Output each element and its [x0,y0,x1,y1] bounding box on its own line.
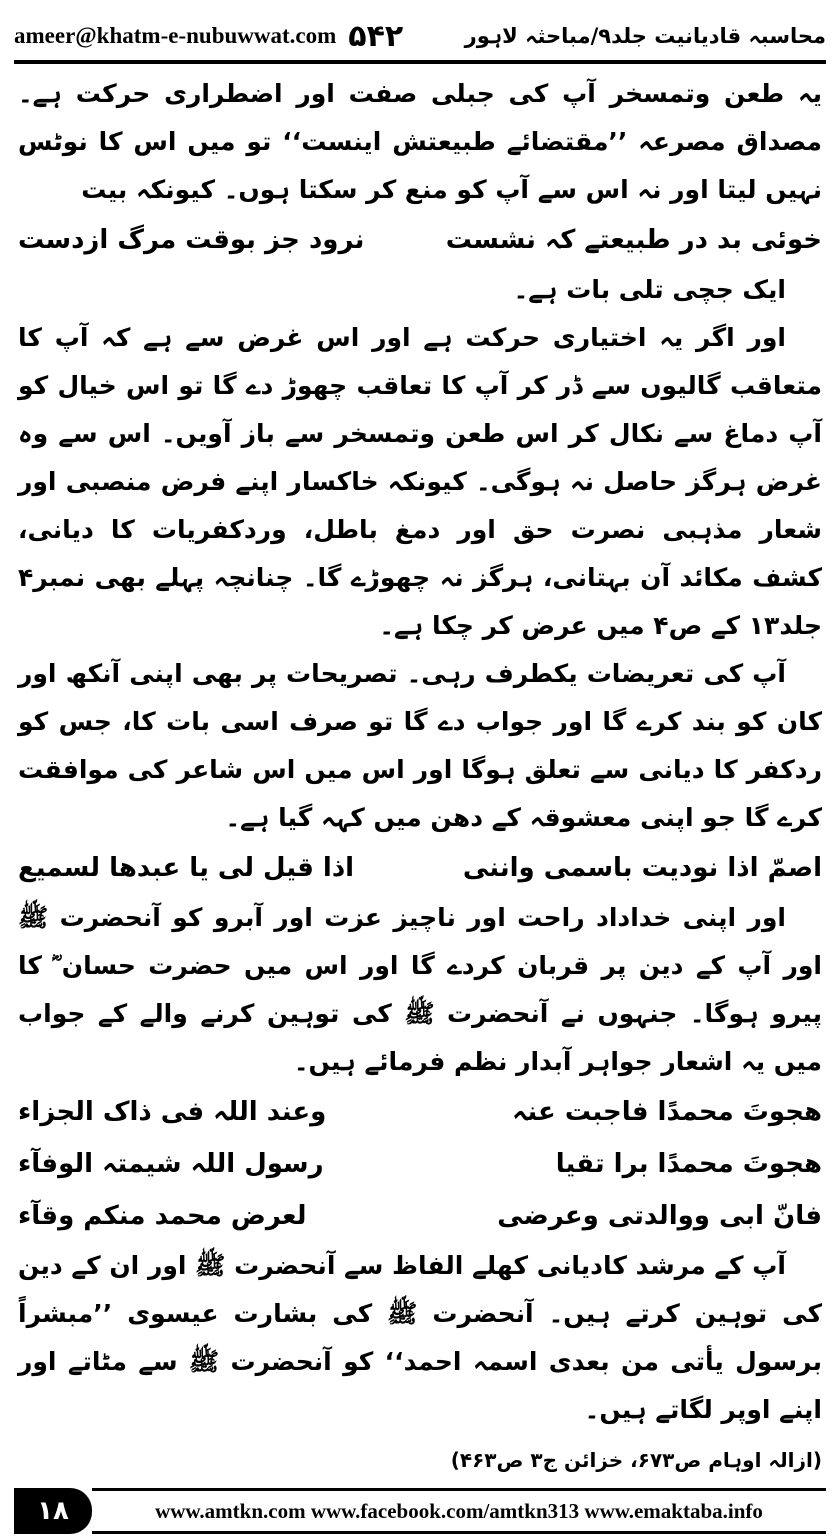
header-email[interactable]: ameer@khatm-e-nubuwwat.com [14,23,337,48]
verse-2-right: اصمّ اذا نودیت باسمی واننی [462,853,822,883]
page-footer [14,1488,826,1534]
verse-5-right: فانّ ابی ووالدتی وعرضی [497,1201,822,1231]
verse-4-left: رسول اللہ شیمتہ الوفآء [18,1149,324,1179]
verse-3 [18,1086,822,1138]
verse-3-left: وعند اللہ فی ذاک الجزاء [18,1097,327,1127]
verse-4 [18,1138,822,1190]
footer-links[interactable]: www.amtkn.com www.facebook.com/amtkn313 www.emaktaba.info [92,1488,826,1534]
paragraph-5: اور اپنی خداداد راحت اور ناچیز عزت اور آبرو کو آنحضرت ﷺ اور آپ کے دین پر قربان کردے گا اور اس میں حضرت حسان ؓ کا پیرو ہوگا۔ جنہوں نے آنحضرت ﷺ کی توہین کرنے والے کے جواب میں یہ اشعار جواہر آبدار نظم فرمائے ہیں۔ [18,903,822,1076]
header-book-title: محاسبہ قادیانیت جلد۹/مباحثہ لاہور [464,24,826,48]
paragraph-3: اور اگر یہ اختیاری حرکت ہے اور اس غرض سے ہے کہ آپ کا متعاقب گالیوں سے ڈر کر آپ کا تعاقب چھوڑ دے گا تو اس خیال کو آپ دماغ سے نکال کر اس طعن وتمسخر سے باز آویں۔ اس سے وہ غرض ہرگز حاصل نہ ہوگی۔ کیونکہ خاکسار اپنے فرض منصبی اور شعار مذہبی نصرت حق اور دمغ باطل، وردکفریات کا دیانی، کشف مکائد آن بہتانی، ہرگز نہ چھوڑے گا۔ چنانچہ پہلے بھی نمبر۴ جلد۱۳ کے ص۴ میں عرض کر چکا ہے۔ [18,323,822,640]
verse-5 [18,1190,822,1242]
header-page-number: ۵۴۲ [348,18,404,54]
verse-1-left: نرود جز بوقت مرگ ازدست [18,225,365,255]
source-reference: (ازالہ اوہام ص۶۷۳، خزائن ج۳ ص۴۶۳) [450,1448,822,1472]
verse-1-right: خوئی بد در طبیعتے کہ نشست [445,225,822,255]
verse-2 [18,842,822,894]
footer-page-number: ۱۸ [14,1488,92,1534]
page-body [18,70,822,1502]
verse-4-right: ھجوتَ محمدًا برا تقیا [555,1149,822,1179]
verse-2-left: اذا قیل لی یا عبدھا لسمیع [18,853,355,883]
paragraph-1: یہ طعن وتمسخر آپ کی جبلی صفت اور اضطراری حرکت ہے۔ مصداق مصرعہ ’’مقتضائے طبیعتش اینست‘‘ تو میں اس کا نوٹس نہیں لیتا اور نہ اس سے آپ کو منع کر سکتا ہوں۔ کیونکہ بیت [18,79,822,204]
paragraph-2: ایک جچی تلی بات ہے۔ [513,275,786,304]
verse-1 [18,214,822,266]
paragraph-4: آپ کی تعریضات یکطرف رہی۔ تصریحات پر بھی اپنی آنکھ اور کان کو بند کرے گا اور جواب دے گا تو صرف اسی بات کا، جس کو ردکفر کا دیانی سے تعلق ہوگا اور اس میں اس شاعر کی موافقت کرے گا جو اپنی معشوقہ کے دھن میں کہہ گیا ہے۔ [18,659,822,832]
verse-3-right: ھجوتَ محمدًا فاجبت عنہ [512,1097,822,1127]
header-left [14,19,403,54]
paragraph-6: آپ کے مرشد کادیانی کھلے الفاظ سے آنحضرت ﷺ اور ان کے دین کی توہین کرتے ہیں۔ آنحضرت ﷺ کی بشارت عیسوی ’’مبشراً برسول یأتی من بعدی اسمہ احمد‘‘ کو آنحضرت ﷺ سے مٹاتے اور اپنے اوپر لگاتے ہیں۔ [18,1251,822,1424]
page-header [14,12,826,64]
verse-5-left: لعرض محمد منکم وقآء [18,1201,307,1231]
